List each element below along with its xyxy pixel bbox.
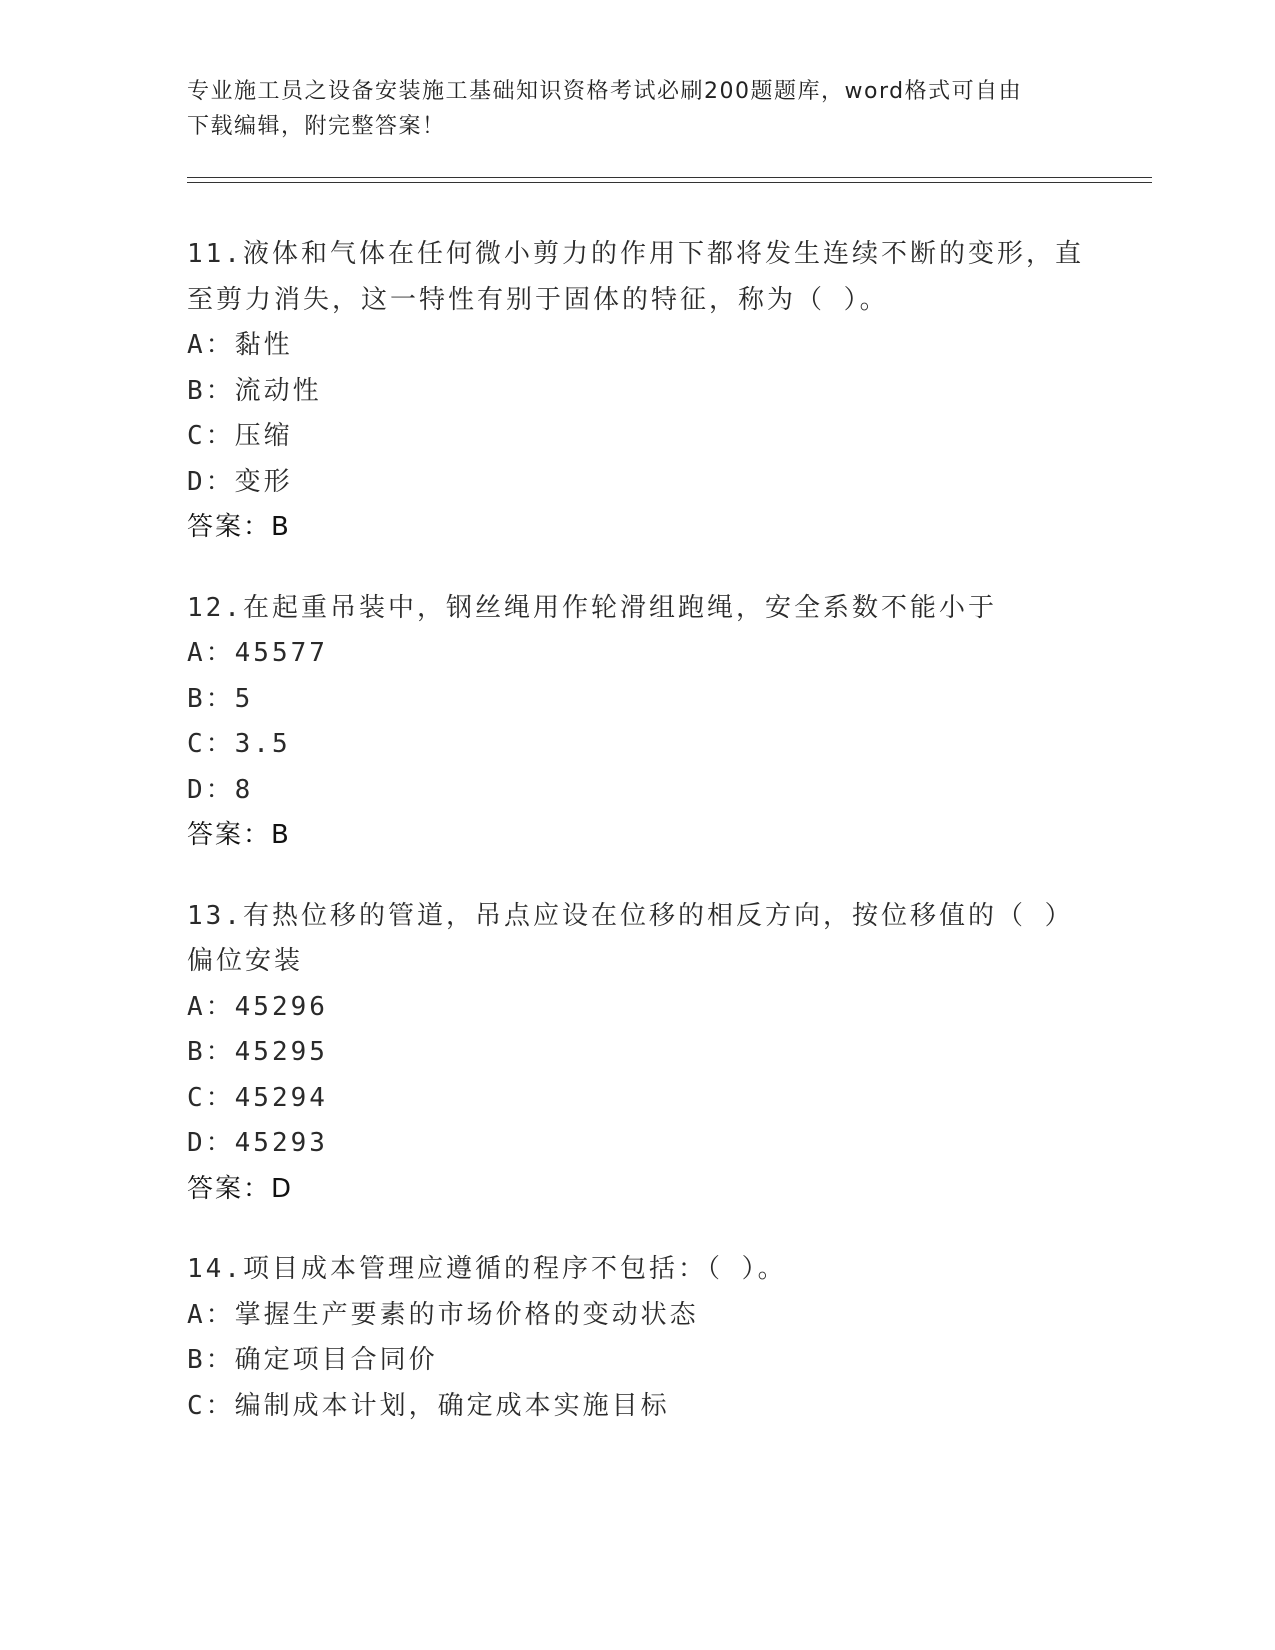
option-c: C：压缩 <box>187 421 293 451</box>
answer: 答案：D <box>187 1173 294 1204</box>
option-c: C：编制成本计划，确定成本实施目标 <box>187 1390 670 1421</box>
option-b: B：45295 <box>187 1037 328 1067</box>
question-stem: 12.在起重吊装中，钢丝绳用作轮滑组跑绳，安全系数不能小于 <box>187 592 997 623</box>
header-divider-top <box>187 177 1152 178</box>
question-12 <box>187 586 1087 859</box>
answer: 答案：B <box>187 512 291 542</box>
option-b: B：流动性 <box>187 375 322 406</box>
option-b: B：确定项目合同价 <box>187 1345 438 1375</box>
header-line-2: 下载编辑，附完整答案！ <box>187 114 446 139</box>
option-a: A：掌握生产要素的市场价格的变动状态 <box>187 1299 699 1330</box>
question-stem: 偏位安装 <box>187 946 304 976</box>
document-header <box>187 74 1067 144</box>
question-13 <box>187 894 1087 1213</box>
question-11 <box>187 232 1087 551</box>
option-d: D：变形 <box>187 466 293 497</box>
answer: 答案：B <box>187 820 291 850</box>
question-stem: 14.项目成本管理应遵循的程序不包括：（ ）。 <box>187 1254 787 1284</box>
question-stem: 13.有热位移的管道，吊点应设在位移的相反方向，按位移值的（ ） <box>187 900 1074 931</box>
option-c: C：3.5 <box>187 729 291 759</box>
option-c: C：45294 <box>187 1082 328 1113</box>
option-a: A：黏性 <box>187 330 293 360</box>
question-stem: 至剪力消失，这一特性有别于固体的特征，称为（ ）。 <box>187 284 889 315</box>
header-divider-bottom <box>187 182 1152 183</box>
question-14 <box>187 1247 1087 1429</box>
option-d: D：8 <box>187 774 254 805</box>
option-b: B：5 <box>187 683 254 714</box>
option-a: A：45577 <box>187 638 328 668</box>
question-stem: 11.液体和气体在任何微小剪力的作用下都将发生连续不断的变形，直 <box>187 239 1084 269</box>
header-line-1: 专业施工员之设备安装施工基础知识资格考试必刷200题题库，word格式可自由 <box>187 79 1023 104</box>
option-d: D：45293 <box>187 1128 328 1158</box>
question-list <box>187 232 1087 1464</box>
option-a: A：45296 <box>187 991 328 1022</box>
